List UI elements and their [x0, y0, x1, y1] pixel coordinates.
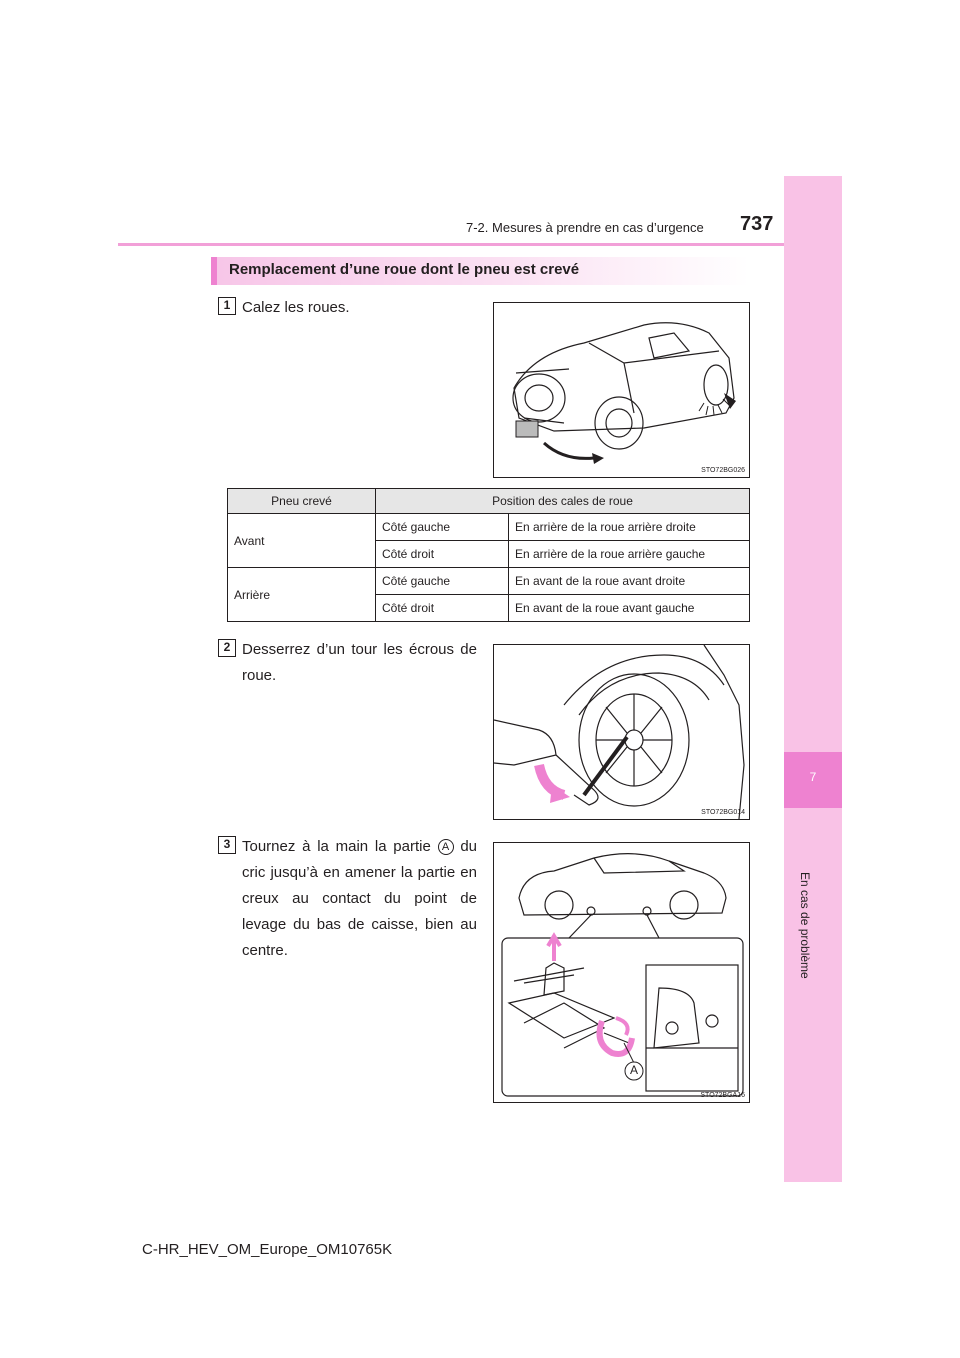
figure-loosen-wheel-nuts [493, 644, 750, 820]
table-cell-tire: Arrière [228, 568, 376, 622]
part-a-label: A [438, 839, 454, 855]
table-cell-position: En arrière de la roue arrière droite [509, 514, 750, 541]
table-cell-side: Côté droit [376, 595, 509, 622]
step-3-text-before: Tournez à la main la partie [242, 838, 431, 855]
step-2-text: Desserrez d’un tour les écrous de roue. [242, 641, 477, 684]
table-row [228, 568, 750, 595]
table-row [228, 514, 750, 541]
page-number: 737 [740, 213, 774, 235]
table-cell-side: Côté gauche [376, 514, 509, 541]
step-2-badge: 2 [218, 639, 236, 657]
car-front-illustration [494, 303, 749, 477]
step-3-text-after: du cric jusqu’à en amener la partie en creux au contact du point de levage du bas de caisse, bien au centre. [242, 838, 477, 959]
step-1-text: Calez les roues. [242, 299, 350, 316]
section-heading [211, 257, 749, 285]
table-cell-position: En avant de la roue avant gauche [509, 595, 750, 622]
table-cell-side: Côté gauche [376, 568, 509, 595]
table-cell-side: Côté droit [376, 541, 509, 568]
table-cell-position: En avant de la roue avant droite [509, 568, 750, 595]
callout-a: A [629, 1063, 638, 1077]
step-3-badge: 3 [218, 836, 236, 854]
running-header: 7-2. Mesures à prendre en cas d’urgence [466, 220, 704, 235]
figure-car-wheel-chocks [493, 302, 750, 478]
table-header: Pneu crevé [228, 489, 376, 514]
wheel-wrench-illustration [494, 645, 749, 819]
chapter-title: En cas de problème [798, 872, 812, 979]
jack-illustration [494, 843, 749, 1102]
table-cell-position: En arrière de la roue arrière gauche [509, 541, 750, 568]
header-rule [118, 243, 842, 246]
section-title: Remplacement d’une roue dont le pneu est crevé [229, 261, 580, 278]
step-3-text [242, 834, 477, 964]
chapter-sidebar [784, 176, 842, 1182]
wheel-chock-table [227, 488, 750, 622]
figure-code: STO72BGA16 [700, 1092, 745, 1099]
document-footer: C-HR_HEV_OM_Europe_OM10765K [142, 1241, 393, 1258]
figure-code: STO72BG026 [701, 467, 745, 474]
chapter-number: 7 [809, 770, 817, 784]
table-header: Position des cales de roue [376, 489, 750, 514]
table-cell-tire: Avant [228, 514, 376, 568]
step-1-badge: 1 [218, 297, 236, 315]
figure-code: STO72BG014 [701, 809, 745, 816]
figure-jack-positioning [493, 842, 750, 1103]
